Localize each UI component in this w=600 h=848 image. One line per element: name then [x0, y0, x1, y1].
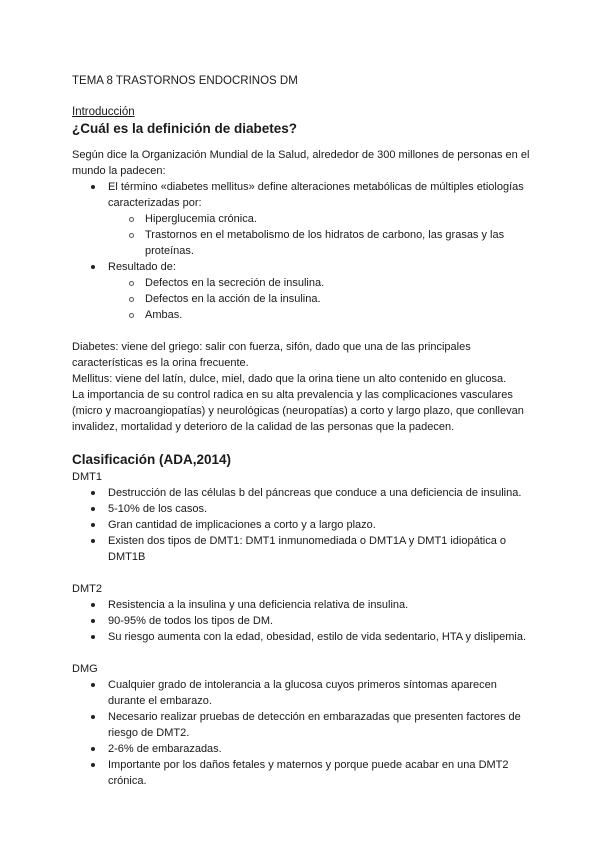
- list-subitem: Hiperglucemia crónica.: [72, 211, 536, 227]
- list-item: Resistencia a la insulina y una deficiencia relativa de insulina.: [72, 597, 536, 613]
- list-item: 5-10% de los casos.: [72, 501, 536, 517]
- etymology: [72, 339, 536, 435]
- title-text: TEMA 8 TRASTORNOS ENDOCRINOS DM: [72, 75, 298, 87]
- document-title: [72, 73, 536, 89]
- list-item: Su riesgo aumenta con la edad, obesidad, estilo de vida sedentario, HTA y dislipemia.: [72, 629, 536, 645]
- intro-body: [72, 147, 536, 323]
- intro-section: [72, 104, 536, 138]
- list-item: Importante por los daños fetales y maternos y porque puede acabar en una DMT2 crónica.: [72, 757, 536, 789]
- dmt2-section: [72, 581, 536, 645]
- paragraph: La importancia de su control radica en su alta prevalencia y las complicaciones vasculares (micro y macroangiopatías) y neurológicas (neuropatías) a corto y largo plazo, que conllevan invalidez, mortalidad y deterioro de la calidad de las personas que la padecen.: [72, 389, 524, 433]
- section-heading: ¿Cuál es la definición de diabetes?: [72, 121, 298, 136]
- section-label: Introducción: [72, 106, 135, 118]
- list-item: Gran cantidad de implicaciones a corto y a largo plazo.: [72, 517, 536, 533]
- paragraph: Diabetes: viene del griego: salir con fuerza, sifón, dado que una de las principales características es la orina frecuente.: [72, 341, 471, 369]
- classification-section: [72, 451, 536, 565]
- list-item: El término «diabetes mellitus» define alteraciones metabólicas de múltiples etiologías caracterizadas por:: [72, 179, 536, 211]
- subsection-label: DMT2: [72, 583, 102, 595]
- paragraph: Según dice la Organización Mundial de la Salud, alrededor de 300 millones de personas en el mundo la padecen:: [72, 149, 530, 177]
- list-item: 90-95% de todos los tipos de DM.: [72, 613, 536, 629]
- list-item: Resultado de:: [72, 259, 536, 275]
- list-item: 2-6% de embarazadas.: [72, 741, 536, 757]
- list-item: Destrucción de las células b del páncreas que conduce a una deficiencia de insulina.: [72, 485, 536, 501]
- subsection-label: DMT1: [72, 471, 102, 483]
- list-item: Necesario realizar pruebas de detección en embarazadas que presenten factores de riesgo de DMT2.: [72, 709, 536, 741]
- dmg-section: [72, 661, 536, 789]
- list-subitem: Defectos en la acción de la insulina.: [72, 291, 536, 307]
- list-subitem: Trastornos en el metabolismo de los hidratos de carbono, las grasas y las proteínas.: [72, 227, 536, 259]
- subsection-label: DMG: [72, 663, 98, 675]
- list-item: Existen dos tipos de DMT1: DMT1 inmunomediada o DMT1A y DMT1 idiopática o DMT1B: [72, 533, 536, 565]
- list-subitem: Defectos en la secreción de insulina.: [72, 275, 536, 291]
- list-item: Cualquier grado de intolerancia a la glucosa cuyos primeros síntomas aparecen durante el embarazo.: [72, 677, 536, 709]
- section-heading: Clasificación (ADA,2014): [72, 452, 232, 467]
- list-subitem: Ambas.: [72, 307, 536, 323]
- paragraph: Mellitus: viene del latín, dulce, miel, dado que la orina tiene un alto contenido en glucosa.: [72, 373, 507, 385]
